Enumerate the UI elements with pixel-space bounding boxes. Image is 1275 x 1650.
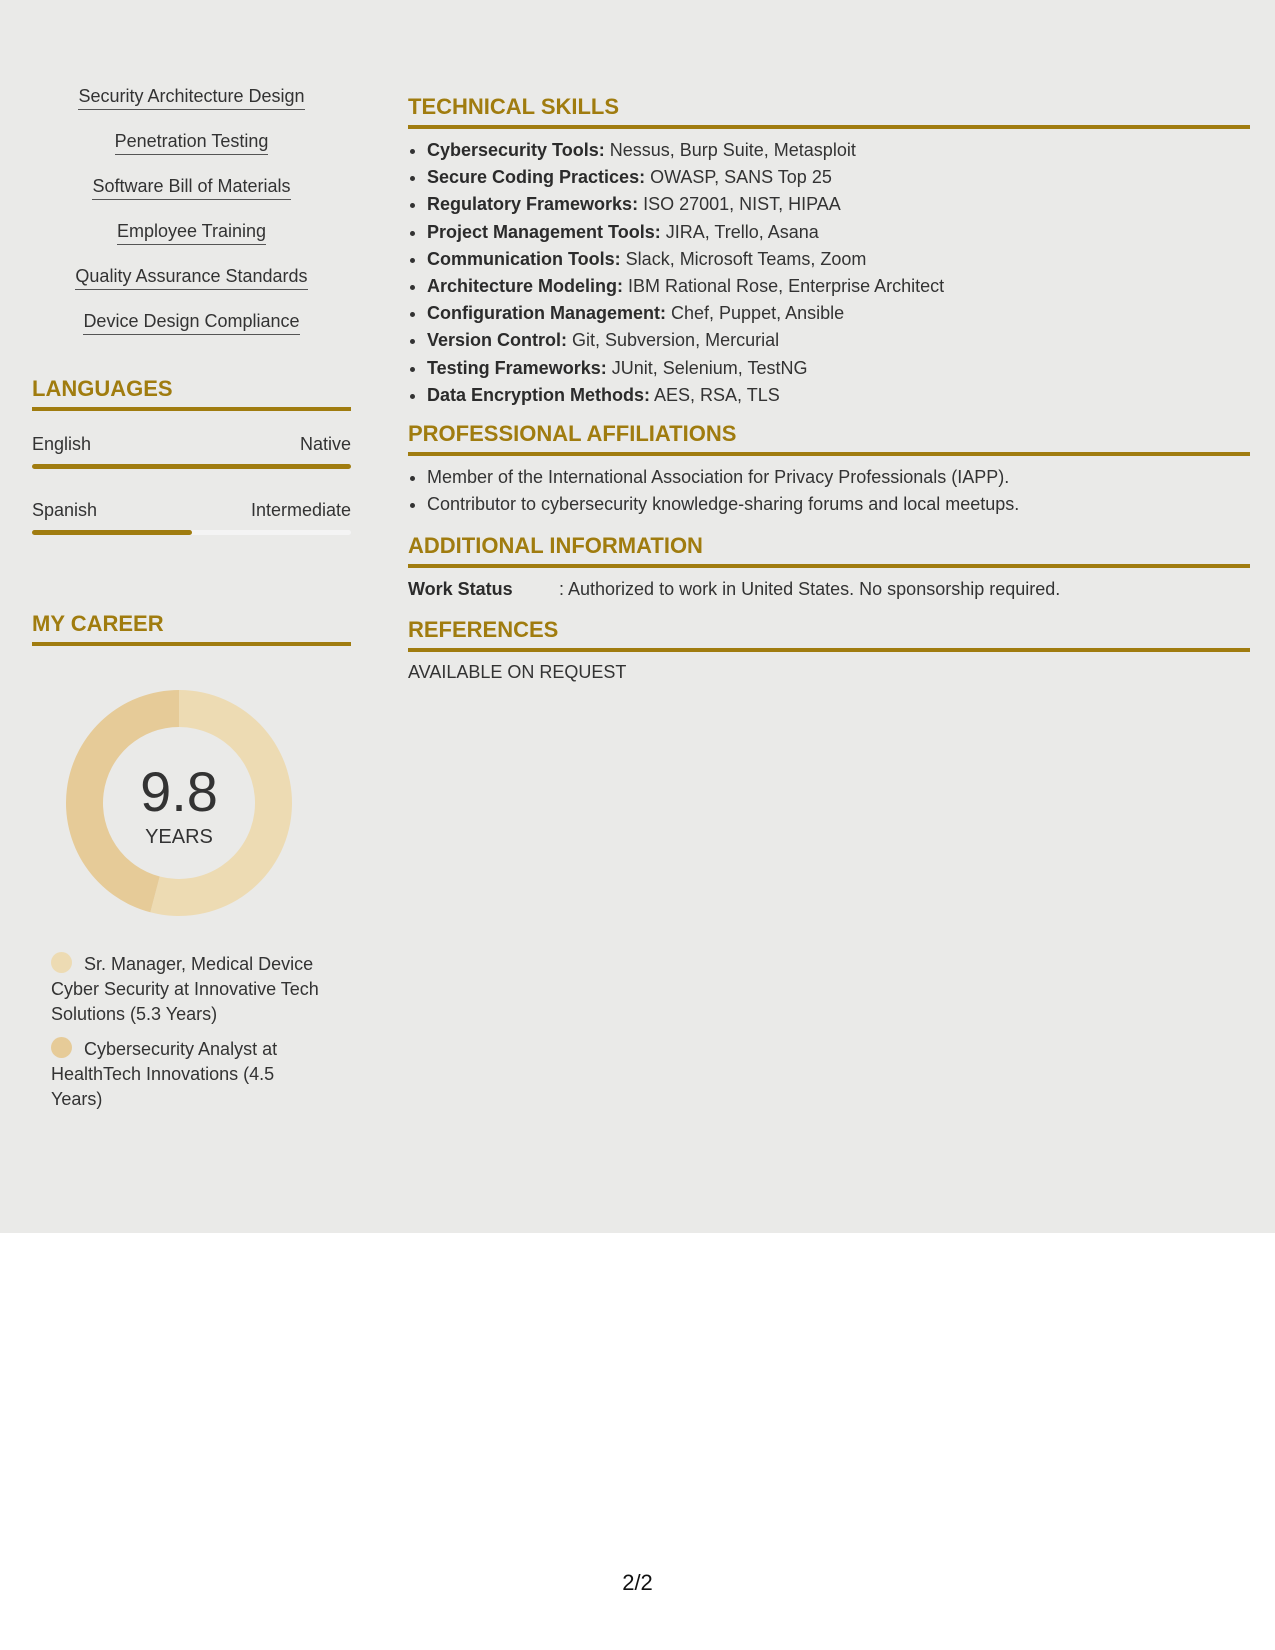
language-item <box>32 499 351 535</box>
legend-dot <box>51 952 72 973</box>
language-bar <box>32 530 351 535</box>
language-bar-fill <box>32 530 192 535</box>
list-item: • Testing Frameworks: JUnit, Selenium, TestNG <box>427 355 1250 382</box>
language-level: Native <box>299 434 351 454</box>
career-role: Sr. Manager, Medical Device Cyber Security at Innovative Tech Solutions (5.3 Years) <box>51 954 319 1024</box>
technical-skills-list <box>408 137 1250 409</box>
skill-tag: Penetration Testing <box>115 129 269 155</box>
work-status-row <box>408 577 1250 601</box>
list-item: • Secure Coding Practices: OWASP, SANS Top 25 <box>427 164 1250 191</box>
skill-tag: Device Design Compliance <box>83 309 299 335</box>
skill-tag: Software Bill of Materials <box>92 174 290 200</box>
list-item: • Architecture Modeling: IBM Rational Rose, Enterprise Architect <box>427 273 1250 300</box>
list-item: • Cybersecurity Tools: Nessus, Burp Suite, Metasploit <box>427 137 1250 164</box>
page-number: 2/2 <box>622 1570 653 1595</box>
list-item: • Regulatory Frameworks: ISO 27001, NIST, HIPAA <box>427 191 1250 218</box>
career-donut <box>66 690 292 916</box>
skill-tag: Quality Assurance Standards <box>75 264 307 290</box>
list-item: • Configuration Management: Chef, Puppet, Ansible <box>427 300 1250 327</box>
list-item: • Communication Tools: Slack, Microsoft Teams, Zoom <box>427 246 1250 273</box>
career-role: Cybersecurity Analyst at HealthTech Innovations (4.5 Years) <box>51 1039 278 1109</box>
list-item: • Data Encryption Methods: AES, RSA, TLS <box>427 382 1250 409</box>
career-legend-item <box>51 952 321 1027</box>
language-bar <box>32 464 351 469</box>
career-total: 9.8 <box>140 760 218 823</box>
language-level: Intermediate <box>250 500 351 520</box>
skill-tag: Security Architecture Design <box>78 84 304 110</box>
references-text: AVAILABLE ON REQUEST <box>408 662 627 683</box>
career-unit: YEARS <box>145 826 213 848</box>
career-legend-item <box>51 1037 321 1112</box>
career-title: MY CAREER <box>32 611 351 646</box>
additional-info-title: ADDITIONAL INFORMATION <box>408 533 1250 568</box>
left-column <box>32 84 351 1122</box>
affiliations-list <box>408 464 1250 518</box>
technical-skills-title: TECHNICAL SKILLS <box>408 94 1250 129</box>
references-section <box>408 617 1250 683</box>
skill-tag: Employee Training <box>117 219 266 245</box>
list-item: • Member of the International Association for Privacy Professionals (IAPP). <box>427 464 1250 491</box>
career-legend <box>51 952 321 1112</box>
additional-info-section <box>408 533 1250 601</box>
languages-section <box>32 376 351 535</box>
language-name: Spanish <box>32 500 98 520</box>
language-name: English <box>32 434 92 454</box>
affiliations-title: PROFESSIONAL AFFILIATIONS <box>408 421 1250 456</box>
work-status-label: Work Status <box>408 579 513 600</box>
career-section <box>32 611 351 1112</box>
language-item <box>32 433 351 469</box>
list-item: • Contributor to cybersecurity knowledge-sharing forums and local meetups. <box>427 491 1250 518</box>
work-status-value: : Authorized to work in United States. No sponsorship required. <box>559 579 1061 600</box>
languages-title: LANGUAGES <box>32 376 351 411</box>
list-item: • Version Control: Git, Subversion, Mercurial <box>427 327 1250 354</box>
skill-tags <box>32 84 351 354</box>
references-title: REFERENCES <box>408 617 1250 652</box>
list-item: • Project Management Tools: JIRA, Trello, Asana <box>427 219 1250 246</box>
affiliations-section <box>408 421 1250 518</box>
language-bar-fill <box>32 464 351 469</box>
legend-dot <box>51 1037 72 1058</box>
technical-skills-section <box>408 94 1250 409</box>
right-column <box>408 94 1250 683</box>
